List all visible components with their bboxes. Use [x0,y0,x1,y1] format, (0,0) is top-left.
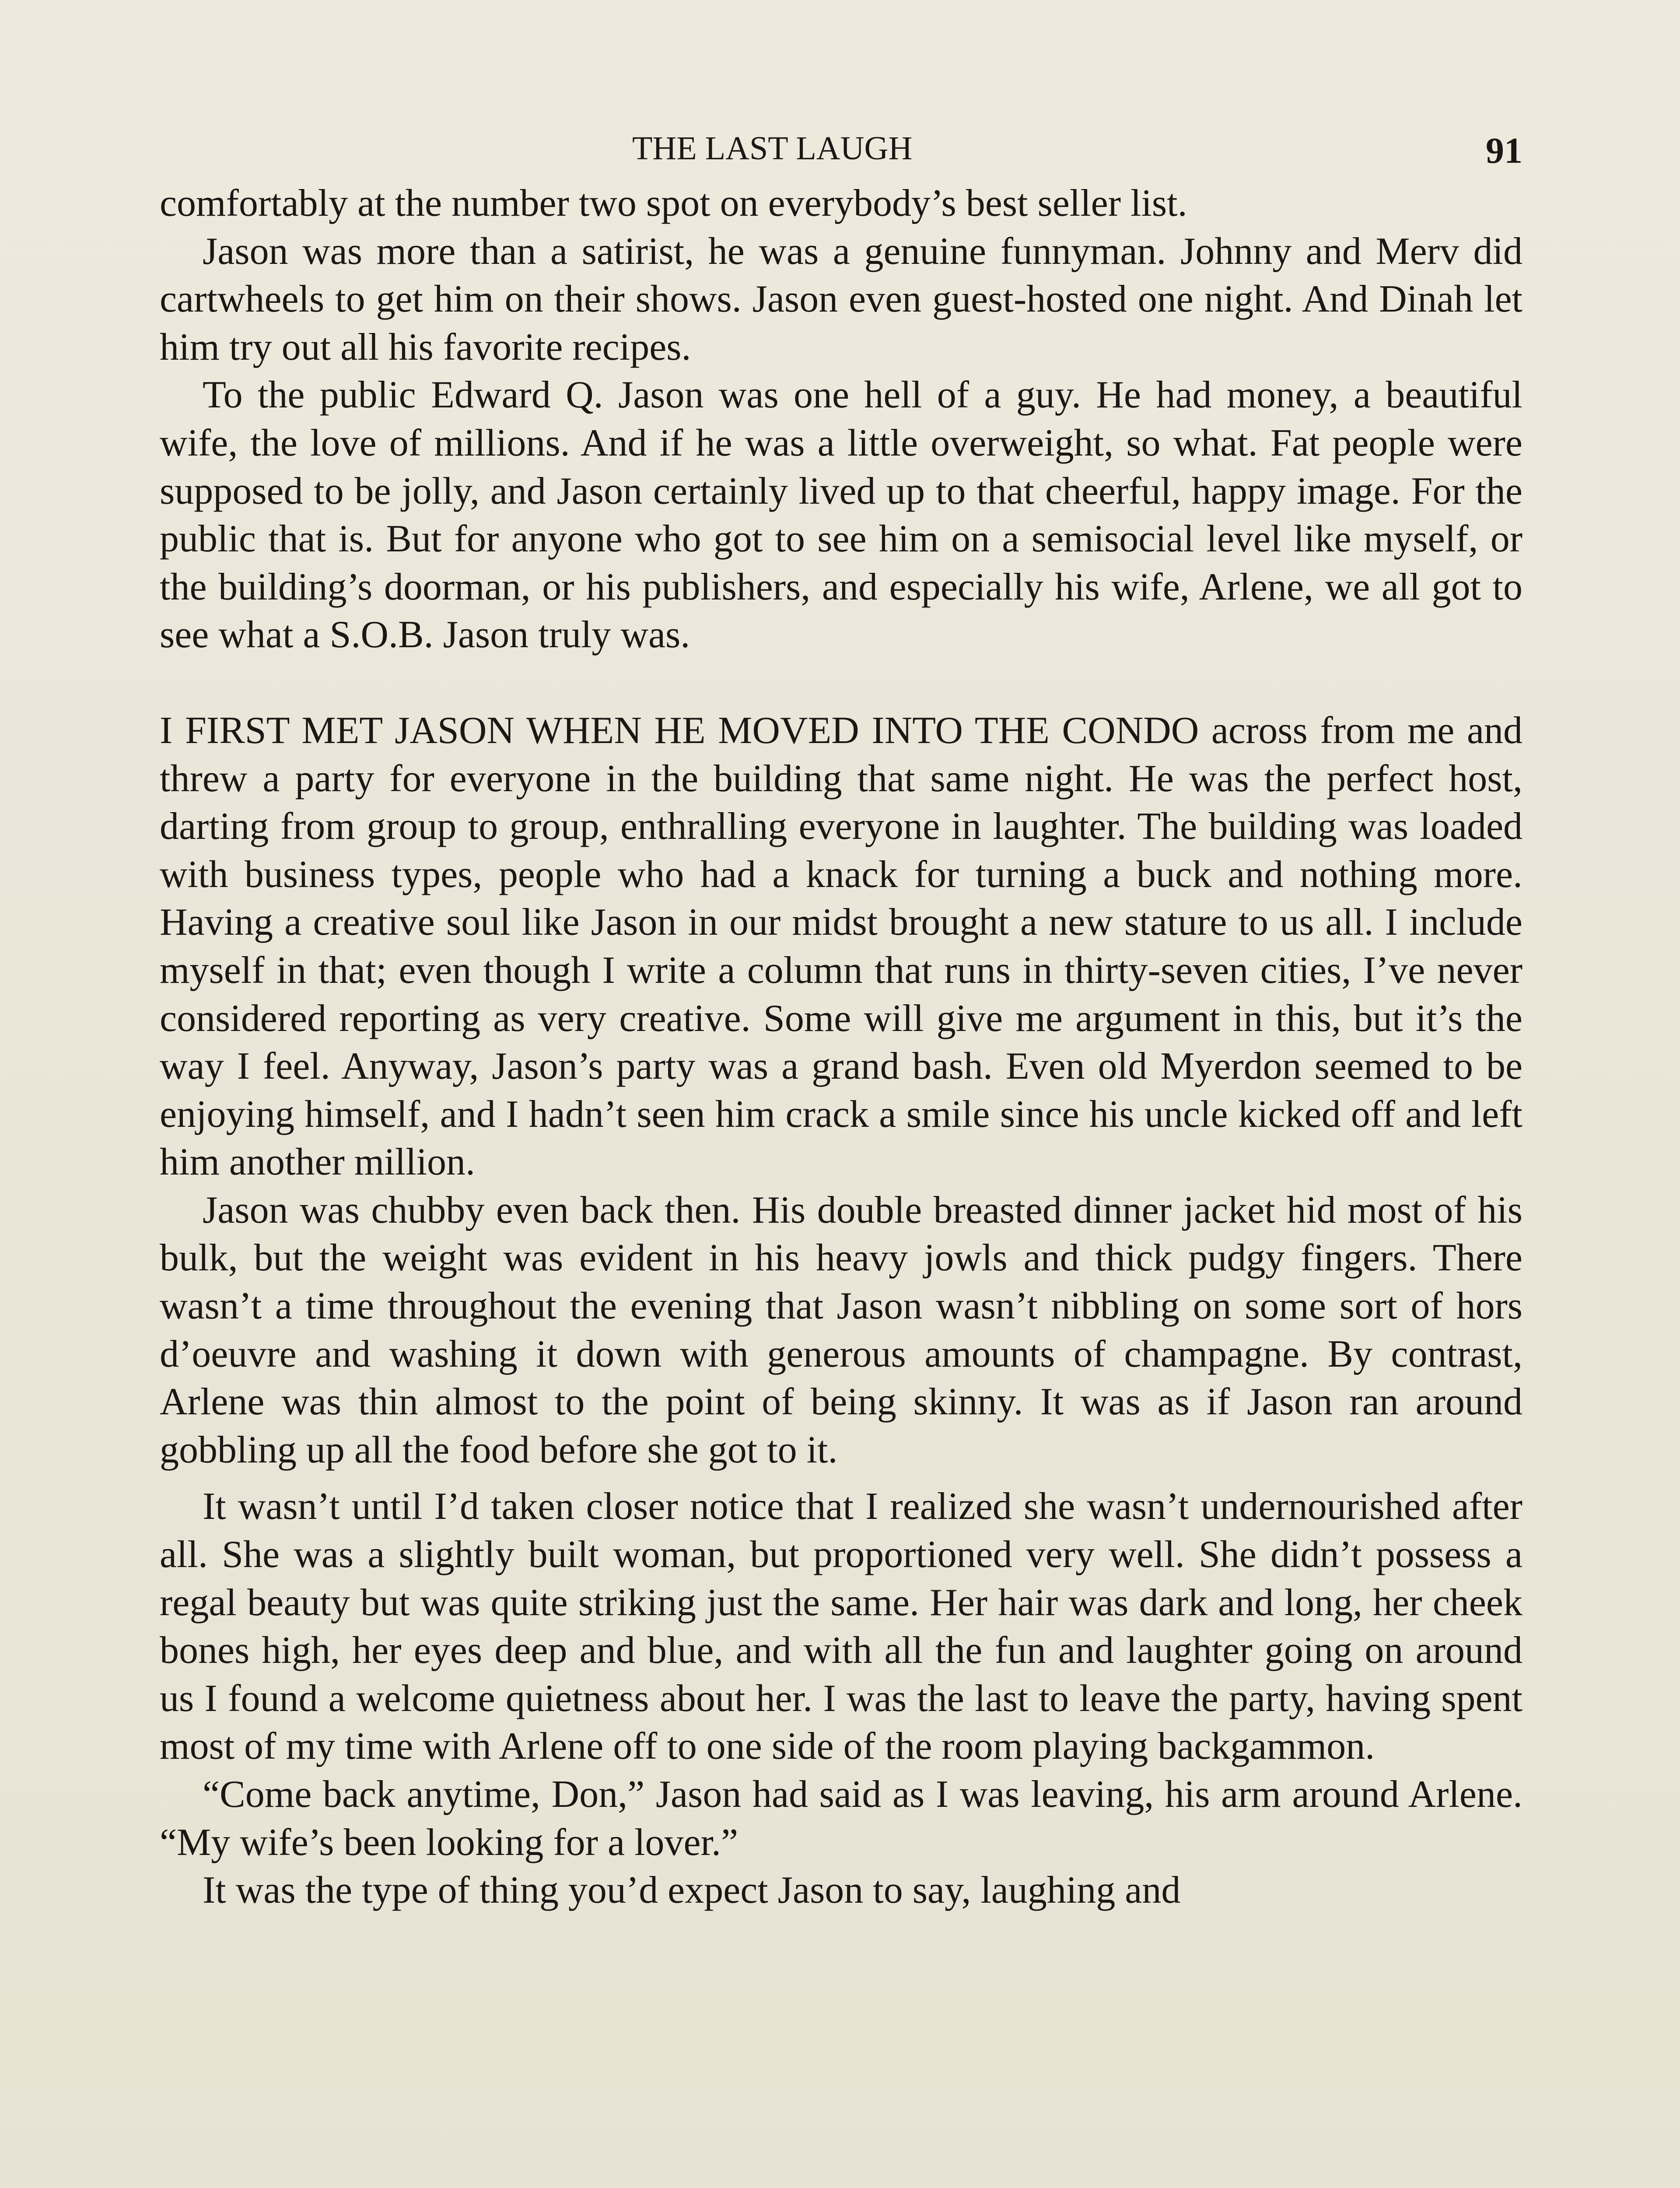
paragraph: Jason was chubby even back then. His double breasted dinner jacket hid most of his bulk, but the weight was evident in his heavy jowls and thick pudgy fingers. There wasn’t a time throughout the evening that Jason wasn’t nibbling on some sort of hors d’oeuvre and washing it down with generous amounts of champagne. By contrast, Arlene was thin almost to the point of being skinny. It was as if Jason ran around gobbling up all the food before she got to it. [160,1189,1522,1471]
page-header [160,130,1522,173]
paragraph: “Come back anytime, Don,” Jason had said as I was leaving, his arm around Arlene. “My wife’s been looking for a lover.” [160,1773,1522,1864]
running-title: THE LAST LAUGH [632,130,913,167]
paragraph-text: across from me and threw a party for everyone in the building that same night. He was the perfect host, darting from group to group, enthralling everyone in laughter. The building was loaded with business types, people who had a knack for turning a buck and nothing more. Having a creative soul like Jason in our midst brought a new stature to us all. I include myself in that; even though I write a column that runs in thirty-seven cities, I’ve never considered reporting as very creative. Some will give me argument in this, but it’s the way I feel. Anyway, Jason’s party was a grand bash. Even old Myerdon seemed to be enjoying himself, and I hadn’t seen him crack a smile since his uncle kicked off and left him another million. [160,709,1523,1184]
paragraph: comfortably at the number two spot on everybody’s best seller list. [160,182,1187,224]
section-lead-in: I FIRST MET JASON WHEN HE MOVED INTO THE CONDO [160,709,1199,752]
paragraph: To the public Edward Q. Jason was one hell of a guy. He had money, a beautiful wife, the love of millions. And if he was a little overweight, so what. Fat people were supposed to be jolly, and Jason certainly lived up to that cheerful, happy image. For the public that is. But for anyone who got to see him on a semisocial level like myself, or the building’s doorman, or his publishers, and especially his wife, Arlene, we all got to see what a S.O.B. Jason truly was. [160,374,1522,656]
paragraph: It wasn’t until I’d taken closer notice that I realized she wasn’t undernourished after all. She was a slightly built woman, but proportioned very well. She didn’t possess a regal beauty but was quite striking just the same. Her hair was dark and long, her cheek bones high, her eyes deep and blue, and with all the fun and laughter going on around us I found a welcome quietness about her. I was the last to leave the party, having spent most of my time with Arlene off to one side of the room playing backgammon. [160,1485,1522,1768]
section-opening-paragraph [160,707,1522,1186]
body-text [160,179,1522,1914]
paragraph: Jason was more than a satirist, he was a genuine funnyman. Johnny and Merv did cartwheels to get him on their shows. Jason even guest-hosted one night. And Dinah let him try out all his favorite recipes. [160,230,1522,368]
paragraph: It was the type of thing you’d expect Jason to say, laughing and [203,1869,1181,1912]
page-number: 91 [1486,130,1522,171]
